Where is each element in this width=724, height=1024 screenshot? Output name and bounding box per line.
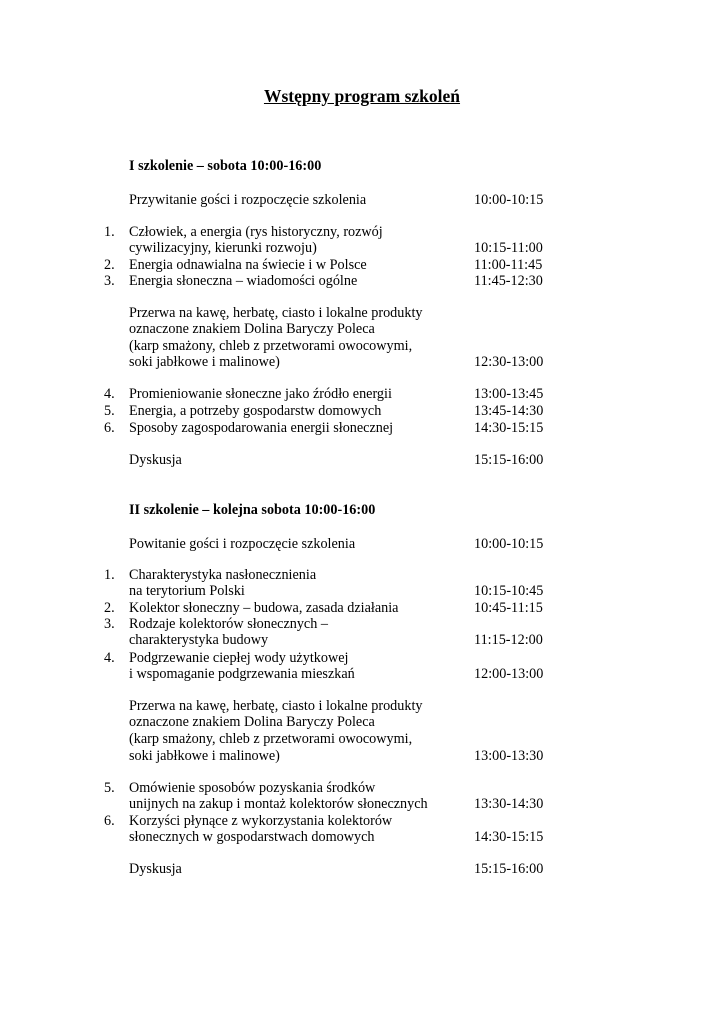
session1-item-text: Energia odnawialna na świecie i w Polsce	[129, 257, 367, 273]
session2-item-time: 14:30-15:15	[474, 829, 544, 845]
session2-item-text: Podgrzewanie ciepłej wody użytkowej	[129, 650, 349, 666]
session2-item-text: Kolektor słoneczny – budowa, zasada działania	[129, 600, 399, 616]
session2-item-number: 4.	[104, 650, 115, 666]
session1-discussion: Dyskusja	[129, 452, 182, 468]
session2-item-text: charakterystyka budowy	[129, 632, 269, 648]
session1-item-number: 4.	[104, 386, 115, 402]
session1-item-text: Energia, a potrzeby gospodarstw domowych	[129, 403, 382, 419]
session1-item-time: 11:00-11:45	[474, 257, 543, 273]
session1-item-number: 6.	[104, 420, 115, 436]
session2-heading: II szkolenie – kolejna sobota 10:00-16:00	[129, 502, 376, 518]
session1-item-time: 11:45-12:30	[474, 273, 543, 289]
session1-break-text: Przerwa na kawę, herbatę, ciasto i lokalne produkty	[129, 305, 423, 321]
session2-discussion: Dyskusja	[129, 861, 182, 877]
session1-item-text: Promieniowanie słoneczne jako źródło energii	[129, 386, 392, 402]
session1-break-time: 12:30-13:00	[474, 354, 544, 370]
session1-discussion-time: 15:15-16:00	[474, 452, 544, 468]
session2-item-text: Rodzaje kolektorów słonecznych –	[129, 616, 328, 632]
session1-item-number: 1.	[104, 224, 115, 240]
session2-item-number: 6.	[104, 813, 115, 829]
session2-welcome-time: 10:00-10:15	[474, 536, 544, 552]
session2-item-number: 5.	[104, 780, 115, 796]
session2-item-time: 11:15-12:00	[474, 632, 543, 648]
session2-break-text: Przerwa na kawę, herbatę, ciasto i lokalne produkty	[129, 698, 423, 714]
session1-item-number: 5.	[104, 403, 115, 419]
session2-item-time: 10:45-11:15	[474, 600, 543, 616]
session2-item-number: 1.	[104, 567, 115, 583]
session2-break-text: (karp smażony, chleb z przetworami owocowymi,	[129, 731, 413, 747]
session1-item-number: 2.	[104, 257, 115, 273]
session2-item-time: 10:15-10:45	[474, 583, 544, 599]
page-title: Wstępny program szkoleń	[263, 86, 461, 106]
session2-item-number: 3.	[104, 616, 115, 632]
session1-item-time: 13:45-14:30	[474, 403, 544, 419]
session1-welcome-time: 10:00-10:15	[474, 192, 544, 208]
session2-item-text: Omówienie sposobów pozyskania środków	[129, 780, 376, 796]
session2-item-text: Charakterystyka nasłonecznienia	[129, 567, 317, 583]
session1-item-time: 10:15-11:00	[474, 240, 543, 256]
session1-heading: I szkolenie – sobota 10:00-16:00	[129, 158, 322, 174]
session1-break-text: soki jabłkowe i malinowe)	[129, 354, 280, 370]
session1-item-text: Sposoby zagospodarowania energii słonecznej	[129, 420, 394, 436]
session1-break-text: (karp smażony, chleb z przetworami owocowymi,	[129, 338, 413, 354]
session1-break-text: oznaczone znakiem Dolina Baryczy Poleca	[129, 321, 375, 337]
session1-item-time: 14:30-15:15	[474, 420, 544, 436]
session2-break-time: 13:00-13:30	[474, 748, 544, 764]
session1-welcome: Przywitanie gości i rozpoczęcie szkolenia	[129, 192, 367, 208]
session2-item-text: i wspomaganie podgrzewania mieszkań	[129, 666, 355, 682]
session2-discussion-time: 15:15-16:00	[474, 861, 544, 877]
session2-break-text: soki jabłkowe i malinowe)	[129, 748, 280, 764]
session2-item-time: 12:00-13:00	[474, 666, 544, 682]
session2-item-time: 13:30-14:30	[474, 796, 544, 812]
session1-item-time: 13:00-13:45	[474, 386, 544, 402]
session2-break-text: oznaczone znakiem Dolina Baryczy Poleca	[129, 714, 375, 730]
session2-welcome: Powitanie gości i rozpoczęcie szkolenia	[129, 536, 356, 552]
session1-item-text: cywilizacyjny, kierunki rozwoju)	[129, 240, 317, 256]
session2-item-number: 2.	[104, 600, 115, 616]
session2-item-text: na terytorium Polski	[129, 583, 245, 599]
session1-item-text: Energia słoneczna – wiadomości ogólne	[129, 273, 358, 289]
session2-item-text: unijnych na zakup i montaż kolektorów słonecznych	[129, 796, 428, 812]
session2-item-text: Korzyści płynące z wykorzystania kolektorów	[129, 813, 393, 829]
session1-item-text: Człowiek, a energia (rys historyczny, rozwój	[129, 224, 383, 240]
session1-item-number: 3.	[104, 273, 115, 289]
session2-item-text: słonecznych w gospodarstwach domowych	[129, 829, 375, 845]
